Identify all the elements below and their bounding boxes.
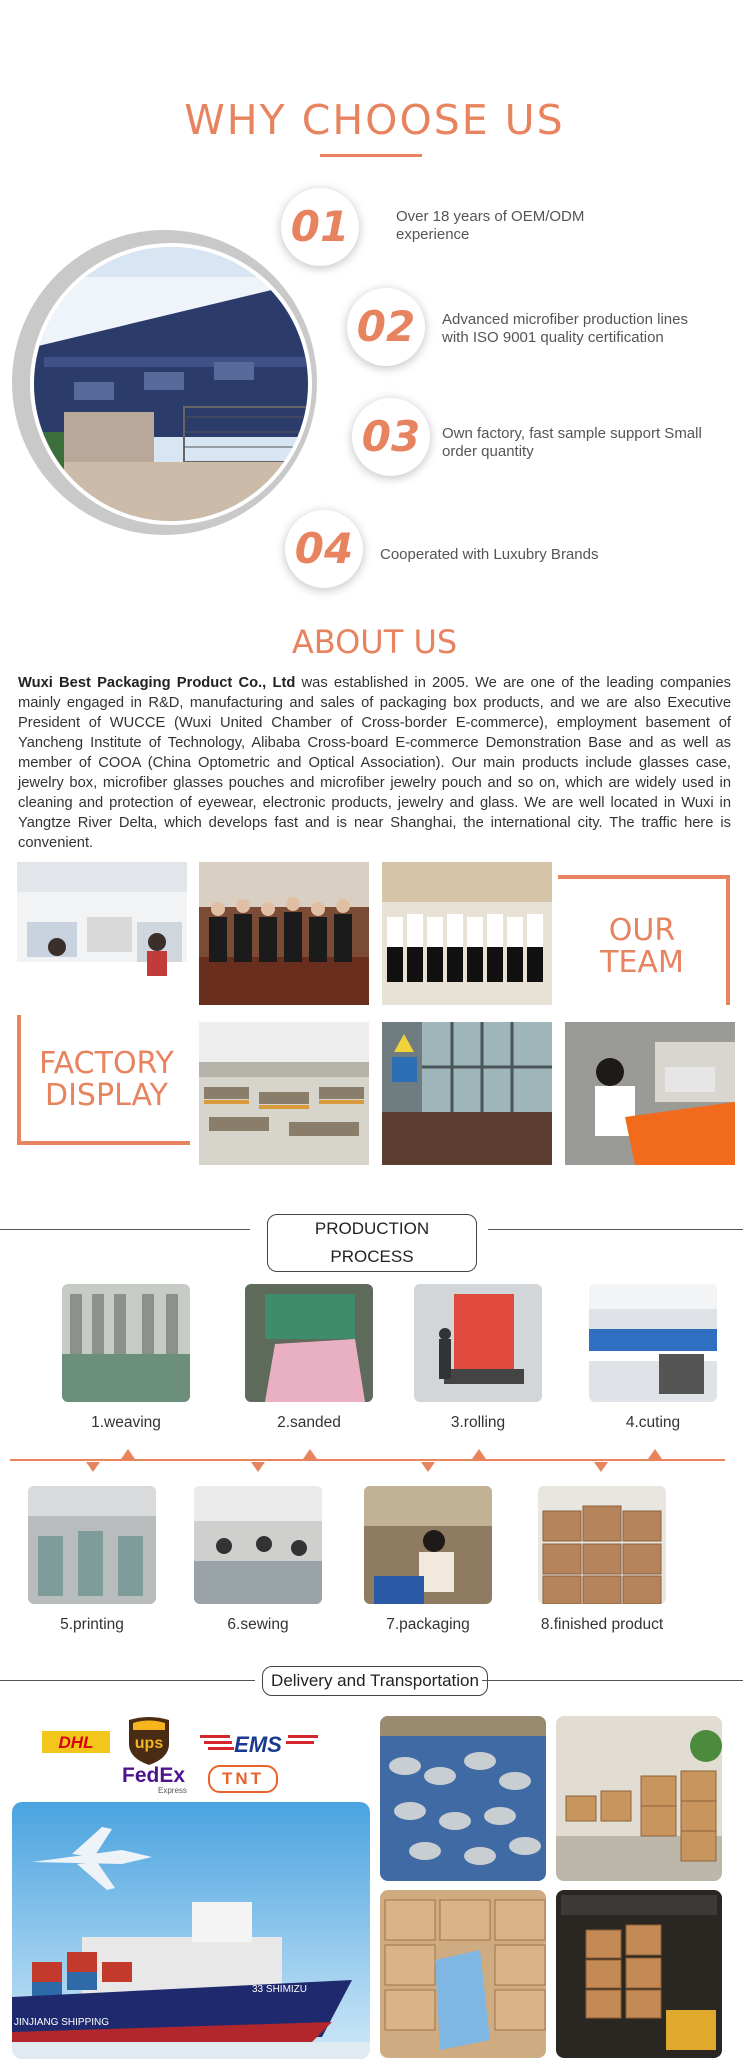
delivery-heading: Delivery and Transportation bbox=[262, 1666, 488, 1696]
fedex-logo-text: FedEx bbox=[122, 1764, 186, 1787]
factory-display-label-box bbox=[17, 1015, 190, 1145]
flow-arrow-up bbox=[472, 1449, 486, 1459]
flow-arrow-up bbox=[303, 1449, 317, 1459]
sanded-photo bbox=[245, 1284, 373, 1402]
ups-logo bbox=[127, 1716, 171, 1766]
reason-number-2: 02 bbox=[347, 288, 425, 366]
printing-photo bbox=[28, 1486, 156, 1604]
flow-arrow-down bbox=[86, 1462, 100, 1472]
packaging-photo bbox=[364, 1486, 492, 1604]
sewing-worker-photo bbox=[565, 1022, 735, 1165]
cuting-photo bbox=[589, 1284, 717, 1402]
step-sanded-label: 2.sanded bbox=[277, 1414, 341, 1431]
rolling-photo bbox=[414, 1284, 542, 1402]
step-printing-label: 5.printing bbox=[60, 1616, 124, 1633]
team-box-top-border bbox=[558, 875, 730, 879]
dhl-logo bbox=[42, 1731, 110, 1753]
production-process-heading: PRODUCTION PROCESS bbox=[267, 1214, 477, 1272]
staff-group-photo bbox=[382, 862, 552, 1005]
step-packaging-label: 7.packaging bbox=[386, 1616, 470, 1633]
about-us-body: was established in 2005. We are one of the leading companies mainly engaged in R&D, manufacturing and sales of packaging box products, and we are also Executive President of WUCCE (Wuxi United Chamber of Cross-border E-commerce), employment basement of Yancheng Institute of Technology, Alibaba Cross-board E-commerce Demonstration Base and as well as member of COOA (China Optometric and Optical Association). Our main products include glasses case, jewelry box, microfiber glasses pouches and microfiber jewelry pouch and so on, which are widely used in cleaning and protection of eyewear, electronic products, jewelry and glass. We are well located in Wuxi in Yangtze River Delta, which develops fast and is near Shanghai, the international city. The traffic here is convenient. bbox=[18, 675, 731, 851]
factory-display-line-2: DISPLAY bbox=[44, 1078, 168, 1113]
step-weaving-label: 1.weaving bbox=[91, 1414, 161, 1431]
delivery-divider-right bbox=[482, 1680, 743, 1681]
reason-text-4: Cooperated with Luxubry Brands bbox=[380, 546, 599, 563]
flow-arrow-down bbox=[251, 1462, 265, 1472]
why-choose-us-title: WHY CHOOSE US bbox=[184, 96, 565, 144]
flow-arrow-down bbox=[594, 1462, 608, 1472]
fedex-express-text: Express bbox=[158, 1786, 187, 1795]
delivery-divider-left bbox=[0, 1680, 255, 1681]
reason-number-4: 04 bbox=[285, 510, 363, 588]
title-underline bbox=[320, 154, 422, 157]
finished-product-photo bbox=[538, 1486, 666, 1604]
flow-arrow-up bbox=[648, 1449, 662, 1459]
ship-and-plane-image bbox=[12, 1802, 370, 2059]
step-cuting-label: 4.cuting bbox=[625, 1414, 681, 1431]
factory-building-photo bbox=[30, 243, 312, 525]
tnt-logo-text: TNT bbox=[221, 1769, 265, 1788]
team-box-right-border bbox=[726, 875, 730, 1005]
dhl-logo-text: DHL bbox=[58, 1733, 94, 1752]
cartons-stack-photo bbox=[380, 1890, 546, 2058]
factory-floor-photo bbox=[199, 1022, 369, 1165]
step-finished-product-label: 8.finished product bbox=[540, 1616, 664, 1633]
management-team-photo bbox=[199, 862, 369, 1005]
process-flow-line bbox=[10, 1459, 725, 1461]
factory-box-bottom-border bbox=[17, 1141, 190, 1145]
our-team-label-box bbox=[558, 875, 730, 1005]
sewing-photo bbox=[194, 1486, 322, 1604]
reason-text-2: Advanced microfiber production lines with ISO 9001 quality certification bbox=[442, 311, 688, 346]
reason-text-3: Own factory, fast sample support Small order quantity bbox=[442, 425, 702, 460]
our-team-line-1: OUR bbox=[608, 913, 676, 948]
reason-text-1: Over 18 years of OEM/ODM experience bbox=[396, 208, 585, 243]
flow-arrow-down bbox=[421, 1462, 435, 1472]
fedex-logo bbox=[122, 1764, 194, 1796]
company-name: Wuxi Best Packaging Product Co., Ltd bbox=[18, 675, 296, 691]
process-divider-right bbox=[488, 1229, 743, 1230]
tnt-logo bbox=[208, 1765, 278, 1793]
about-us-title: ABOUT US bbox=[291, 623, 458, 661]
warehouse-door-photo bbox=[382, 1022, 552, 1165]
step-rolling-label: 3.rolling bbox=[450, 1414, 506, 1431]
reason-number-3: 03 bbox=[352, 398, 430, 476]
factory-display-line-1: FACTORY bbox=[39, 1046, 174, 1081]
boxes-doorway-photo bbox=[556, 1716, 722, 1881]
flow-arrow-up bbox=[121, 1449, 135, 1459]
pouches-bins-photo bbox=[380, 1716, 546, 1881]
office-photo bbox=[17, 862, 187, 1005]
factory-box-left-border bbox=[17, 1015, 21, 1145]
truck-loading-photo bbox=[556, 1890, 722, 2058]
our-team-line-2: TEAM bbox=[600, 945, 684, 980]
ems-logo-text: EMS bbox=[234, 1732, 282, 1757]
ems-logo bbox=[200, 1731, 318, 1757]
ups-logo-text: ups bbox=[134, 1735, 164, 1752]
weaving-photo bbox=[62, 1284, 190, 1402]
ship-company-text: JINJIANG SHIPPING bbox=[14, 2017, 110, 2028]
step-sewing-label: 6.sewing bbox=[227, 1616, 289, 1633]
process-divider-left bbox=[0, 1229, 250, 1230]
reason-number-1: 01 bbox=[281, 188, 359, 266]
ship-name-text: 33 SHIMIZU bbox=[252, 1984, 308, 1995]
about-us-paragraph bbox=[18, 673, 731, 853]
